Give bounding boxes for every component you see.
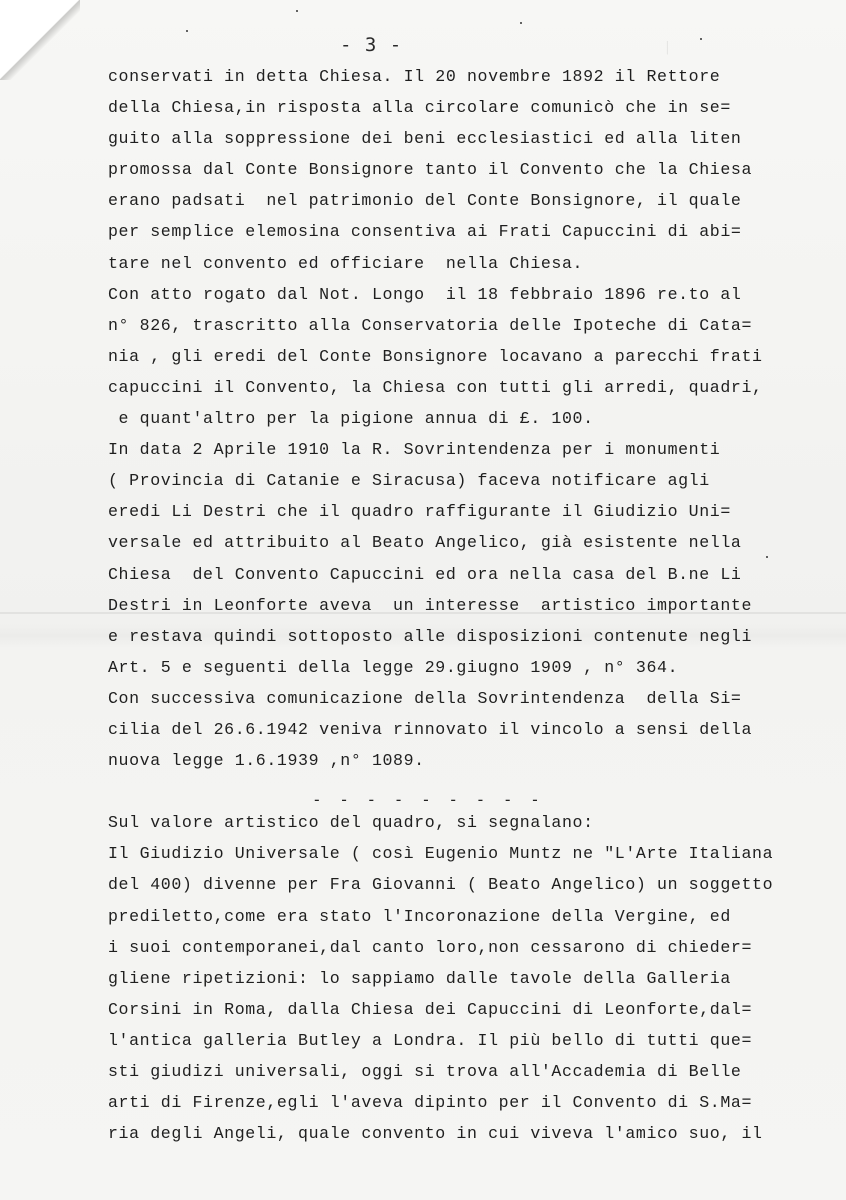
text-line: prediletto,come era stato l'Incoronazione della Vergine, ed [108,906,731,926]
text-line: nuova legge 1.6.1939 ,n° 1089. [108,751,425,771]
text-line: della Chiesa,in risposta alla circolare comunicò che in se= [108,98,731,118]
text-line: Corsini in Roma, dalla Chiesa dei Capuccini di Leonforte,dal= [108,999,753,1019]
ink-speck [700,38,702,40]
text-line: del 400) divenne per Fra Giovanni ( Beato Angelico) un soggetto [108,875,774,895]
text-line: In data 2 Aprile 1910 la R. Sovrintendenza per i monumenti [108,440,721,460]
text-line: promossa dal Conte Bonsignore tanto il Convento che la Chiesa [108,160,753,180]
text-line: conservati in detta Chiesa. Il 20 novembre 1892 il Rettore [108,67,721,86]
page-number: - 3 - [340,34,403,56]
text-line: Sul valore artistico del quadro, si segnalano: [108,813,594,833]
text-line: guito alla soppressione dei beni ecclesiastici ed alla liten [108,129,742,149]
text-line: capuccini il Convento, la Chiesa con tutti gli arredi, quadri, [108,377,763,397]
text-line: e restava quindi sottoposto alle disposizioni contenute negli [108,626,753,646]
body-text [108,61,808,1149]
text-line: gliene ripetizioni: lo sappiamo dalle tavole della Galleria [108,968,731,988]
text-line: i suoi contemporanei,dal canto loro,non cessarono di chieder= [108,937,753,957]
text-line: sti giudizi universali, oggi si trova all'Accademia di Belle [108,1062,742,1081]
folded-corner [0,0,80,80]
ink-speck [520,22,522,24]
text-line: nia , gli eredi del Conte Bonsignore locavano a parecchi frati [108,346,763,366]
text-line: ( Provincia di Catanie e Siracusa) faceva notificare agli [108,471,710,491]
text-line: cilia del 26.6.1942 veniva rinnovato il vincolo a sensi della [108,719,753,739]
bleed-through-mark: | [640,40,672,55]
text-line: Art. 5 e seguenti della legge 29.giugno 1909 , n° 364. [108,657,679,677]
text-line: versale ed attribuito al Beato Angelico, già esistente nella [108,533,742,553]
text-line: Il Giudizio Universale ( così Eugenio Muntz ne "L'Arte Italiana [108,844,774,864]
text-line: tare nel convento ed officiare nella Chiesa. [108,253,584,273]
text-line: per semplice elemosina consentiva ai Frati Capuccini di abi= [108,222,742,242]
text-line: l'antica galleria Butley a Londra. Il più bello di tutti que= [108,1030,753,1050]
ink-speck [296,10,298,12]
ink-speck [186,30,188,32]
text-line: Chiesa del Convento Capuccini ed ora nella casa del B.ne Li [108,564,742,584]
section-separator: - - - - - - - - - [312,790,544,809]
text-line: Destri in Leonforte aveva un interesse artistico importante [108,595,753,615]
text-line: Con atto rogato dal Not. Longo il 18 febbraio 1896 re.to al [108,284,742,304]
text-line: n° 826, trascritto alla Conservatoria delle Ipoteche di Cata= [108,315,753,335]
text-line: erano padsati nel patrimonio del Conte Bonsignore, il quale [108,191,742,211]
text-line: Con successiva comunicazione della Sovrintendenza della Si= [108,688,742,708]
text-line: e quant'altro per la pigione annua di £. 100. [108,409,594,429]
text-line: eredi Li Destri che il quadro raffigurante il Giudizio Uni= [108,502,731,522]
text-line: arti di Firenze,egli l'aveva dipinto per il Convento di S.Ma= [108,1093,753,1113]
text-line: ria degli Angeli, quale convento in cui viveva l'amico suo, il [108,1124,763,1144]
